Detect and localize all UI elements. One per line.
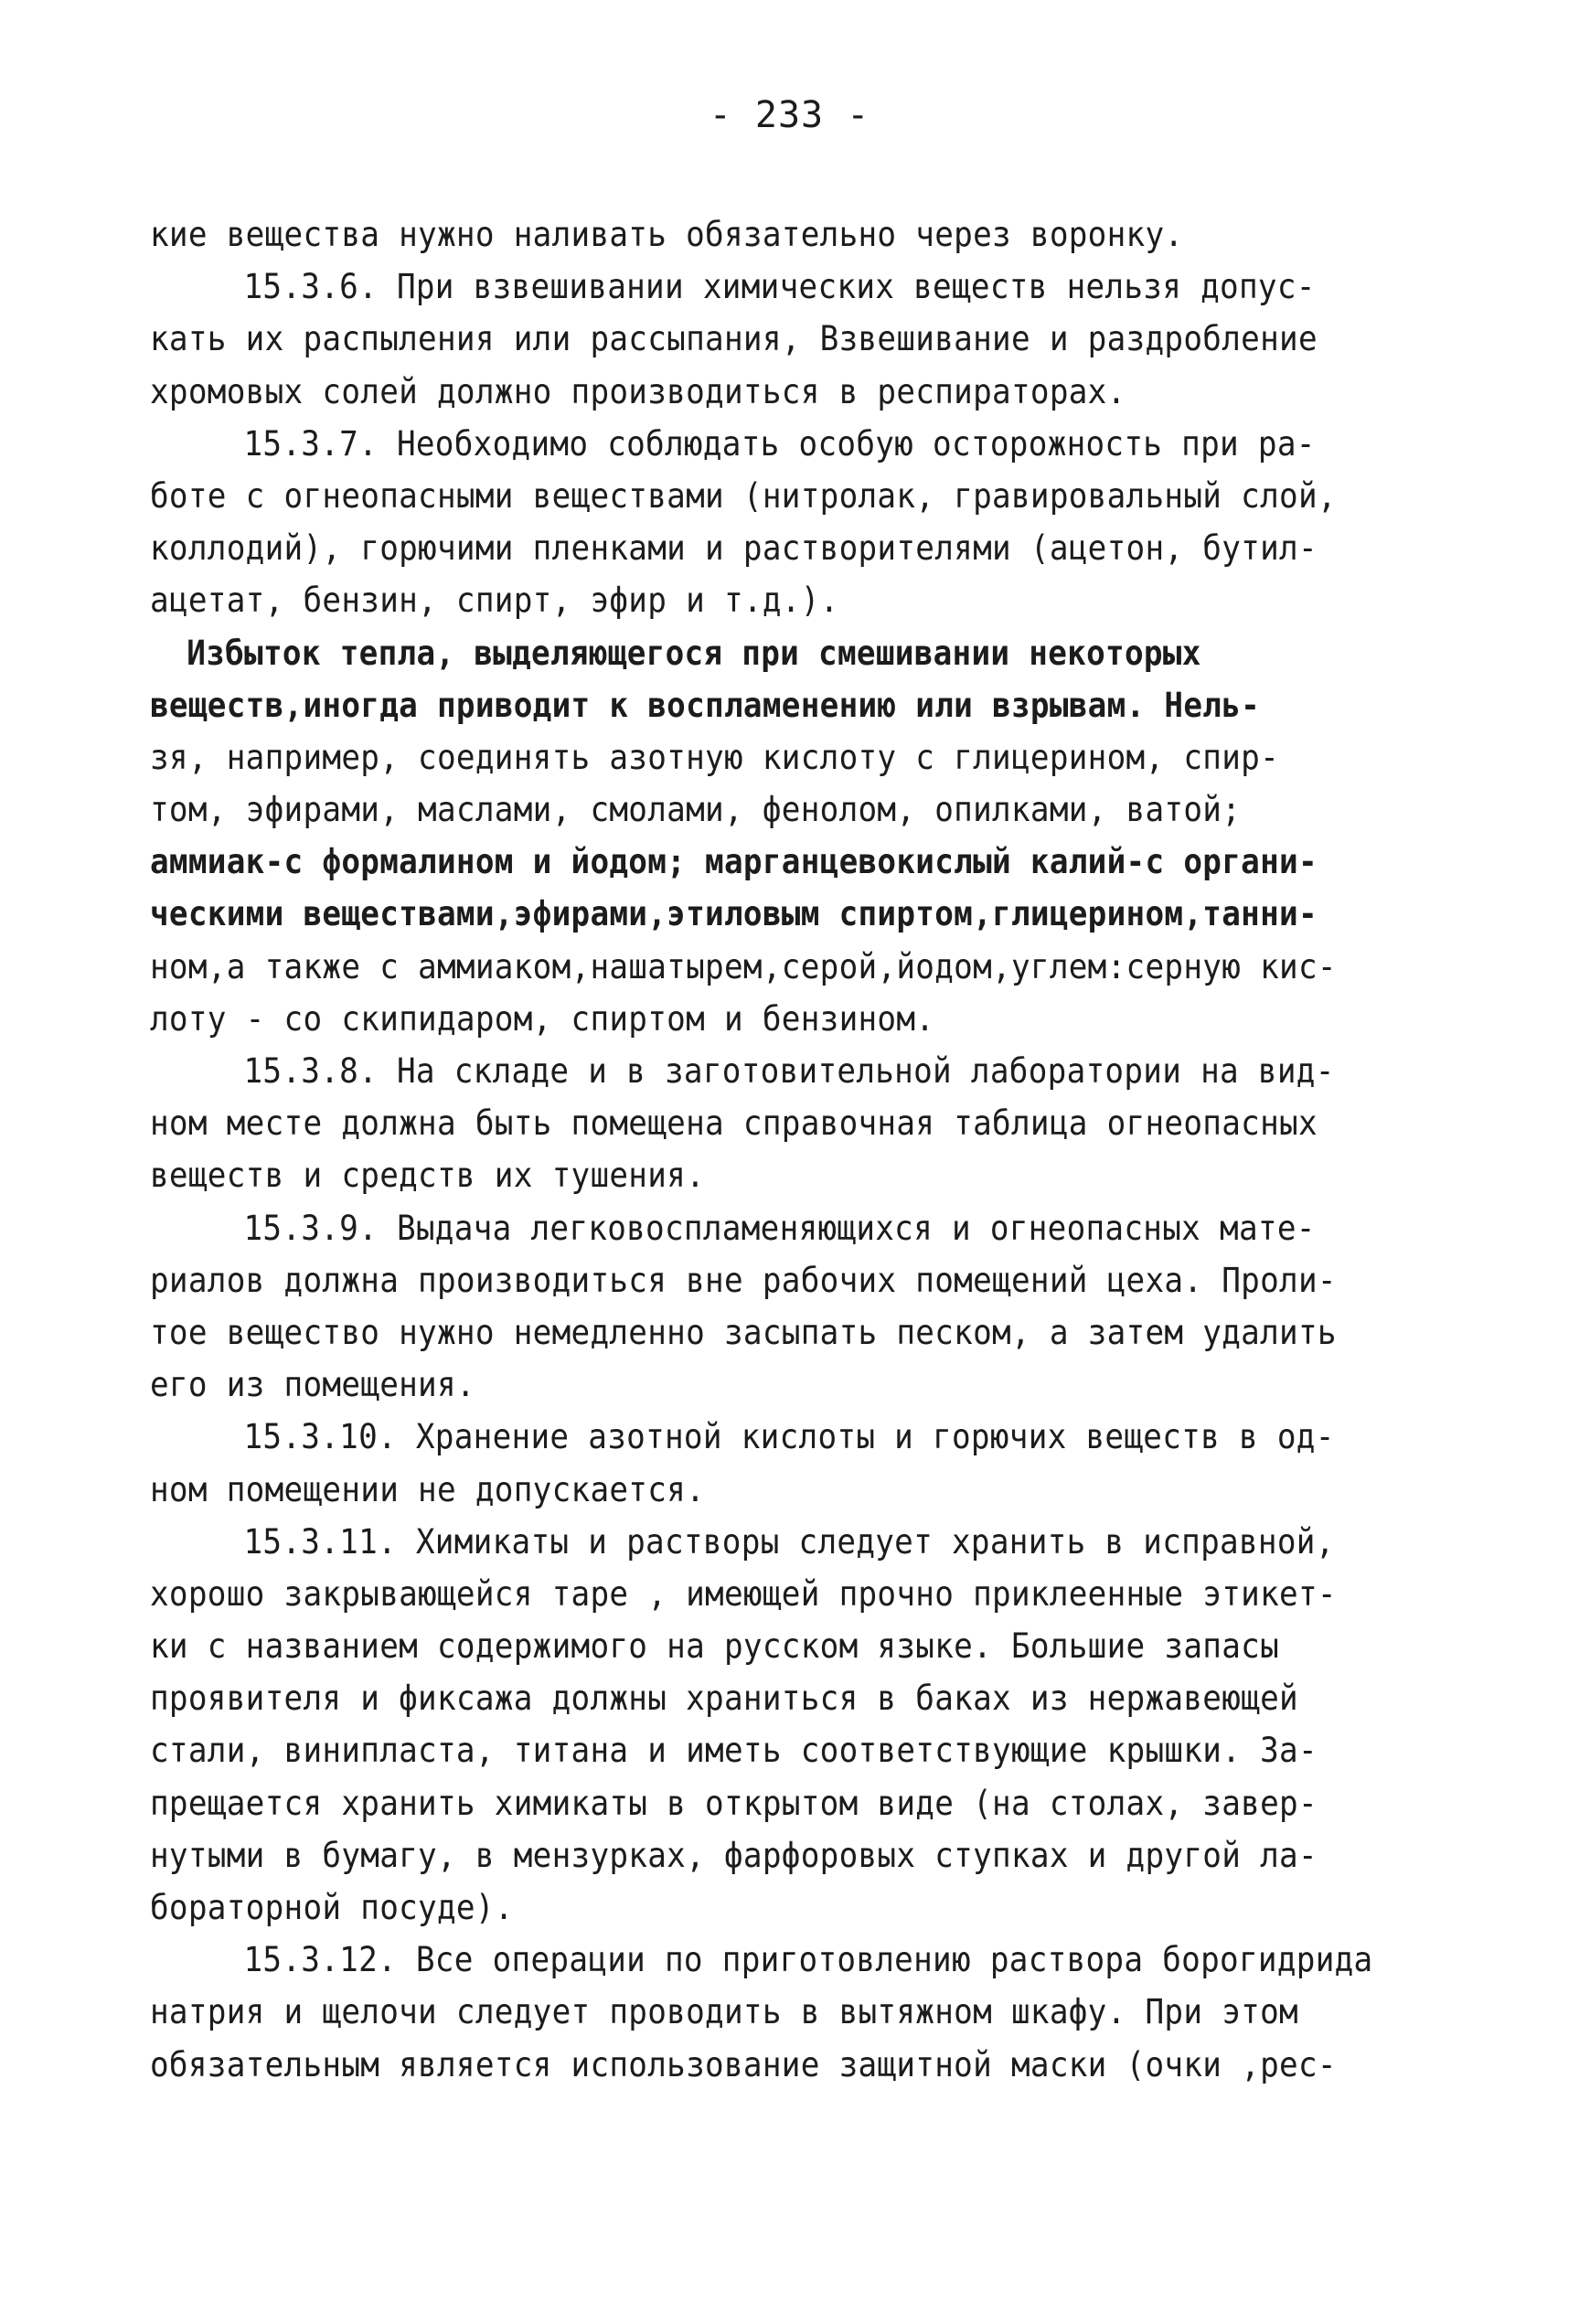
text-line: кать их распыления или рассыпания, Взвешивание и раздробление: [150, 318, 1318, 359]
text-line: ки с названием содержимого на русском языке. Большие запасы: [150, 1626, 1280, 1667]
text-line: ном помещении не допускается.: [150, 1468, 706, 1509]
paragraph-15-3-6-start: 15.3.6. При взвешивании химических веществ нельзя допус-: [243, 266, 1316, 307]
paragraph-15-3-11-start: 15.3.11. Химикаты и растворы следует хранить в исправной,: [243, 1520, 1335, 1562]
excess-heat-paragraph-start: Избыток тепла, выделяющегося при смешивании некоторых: [187, 632, 1201, 673]
text-line: зя, например, соединять азотную кислоту с глицерином, спир-: [150, 736, 1280, 777]
text-line: аммиак-с формалином и йодом; марганцевокислый калий-с органи-: [150, 841, 1318, 882]
text-line: ацетат, бензин, спирт, эфир и т.д.).: [150, 580, 839, 621]
text-line: коллодий), горючими пленками и растворителями (ацетон, бутил-: [150, 528, 1318, 569]
text-line: ческими веществами,эфирами,этиловым спиртом,глицерином,танни-: [150, 893, 1318, 934]
text-line: ном месте должна быть помещена справочная таблица огнеопасных: [150, 1103, 1318, 1144]
text-line: лоту - со скипидаром, спиртом и бензином.: [150, 997, 935, 1039]
text-line: прещается хранить химикаты в открытом виде (на столах, завер-: [150, 1782, 1318, 1823]
text-line: боте с огнеопасными веществами (нитролак, гравировальный слой,: [150, 474, 1337, 516]
text-line: проявителя и фиксажа должны храниться в баках из нержавеющей: [150, 1678, 1298, 1719]
text-line: риалов должна производиться вне рабочих помещений цеха. Проли-: [150, 1259, 1337, 1300]
paragraph-15-3-12-start: 15.3.12. Все операции по приготовлению раствора борогидрида: [243, 1939, 1373, 1980]
paragraph-15-3-10-start: 15.3.10. Хранение азотной кислоты и горючих веществ в од-: [243, 1416, 1335, 1457]
text-line: хорошо закрывающейся таре , имеющей прочно приклеенные этикет-: [150, 1572, 1337, 1614]
text-line: его из помещения.: [150, 1364, 475, 1405]
paragraph-15-3-7-start: 15.3.7. Необходимо соблюдать особую осторожность при ра-: [243, 422, 1316, 464]
text-line: тое вещество нужно немедленно засыпать песком, а затем удалить: [150, 1311, 1337, 1352]
text-line: ном,а также с аммиаком,нашатырем,серой,йодом,углем:серную кис-: [150, 945, 1337, 986]
text-line: веществ,иногда приводит к воспламенению или взрывам. Нель-: [150, 684, 1261, 725]
text-line: кие вещества нужно наливать обязательно через воронку.: [150, 214, 1184, 254]
page-number: - 233 -: [709, 94, 870, 136]
text-line: хромовых солей должно производиться в респираторах.: [150, 370, 1126, 411]
text-line: том, эфирами, маслами, смолами, фенолом, опилками, ватой;: [150, 789, 1242, 830]
body-text: [150, 208, 1467, 2091]
text-line: нутыми в бумагу, в мензурках, фарфоровых ступках и другой ла-: [150, 1834, 1318, 1875]
paragraph-15-3-9-start: 15.3.9. Выдача легковоспламеняющихся и огнеопасных мате-: [243, 1207, 1316, 1248]
text-line: веществ и средств их тушения.: [150, 1155, 706, 1196]
paragraph-15-3-8-start: 15.3.8. На складе и в заготовительной лаборатории на вид-: [243, 1050, 1335, 1091]
text-line: обязательным является использование защитной маски (очки ,рес-: [150, 2043, 1337, 2084]
text-line: стали, винипласта, титана и иметь соответствующие крышки. За-: [150, 1730, 1318, 1771]
text-line: натрия и щелочи следует проводить в вытяжном шкафу. При этом: [150, 1991, 1298, 2032]
text-line: бораторной посуде).: [150, 1887, 514, 1927]
